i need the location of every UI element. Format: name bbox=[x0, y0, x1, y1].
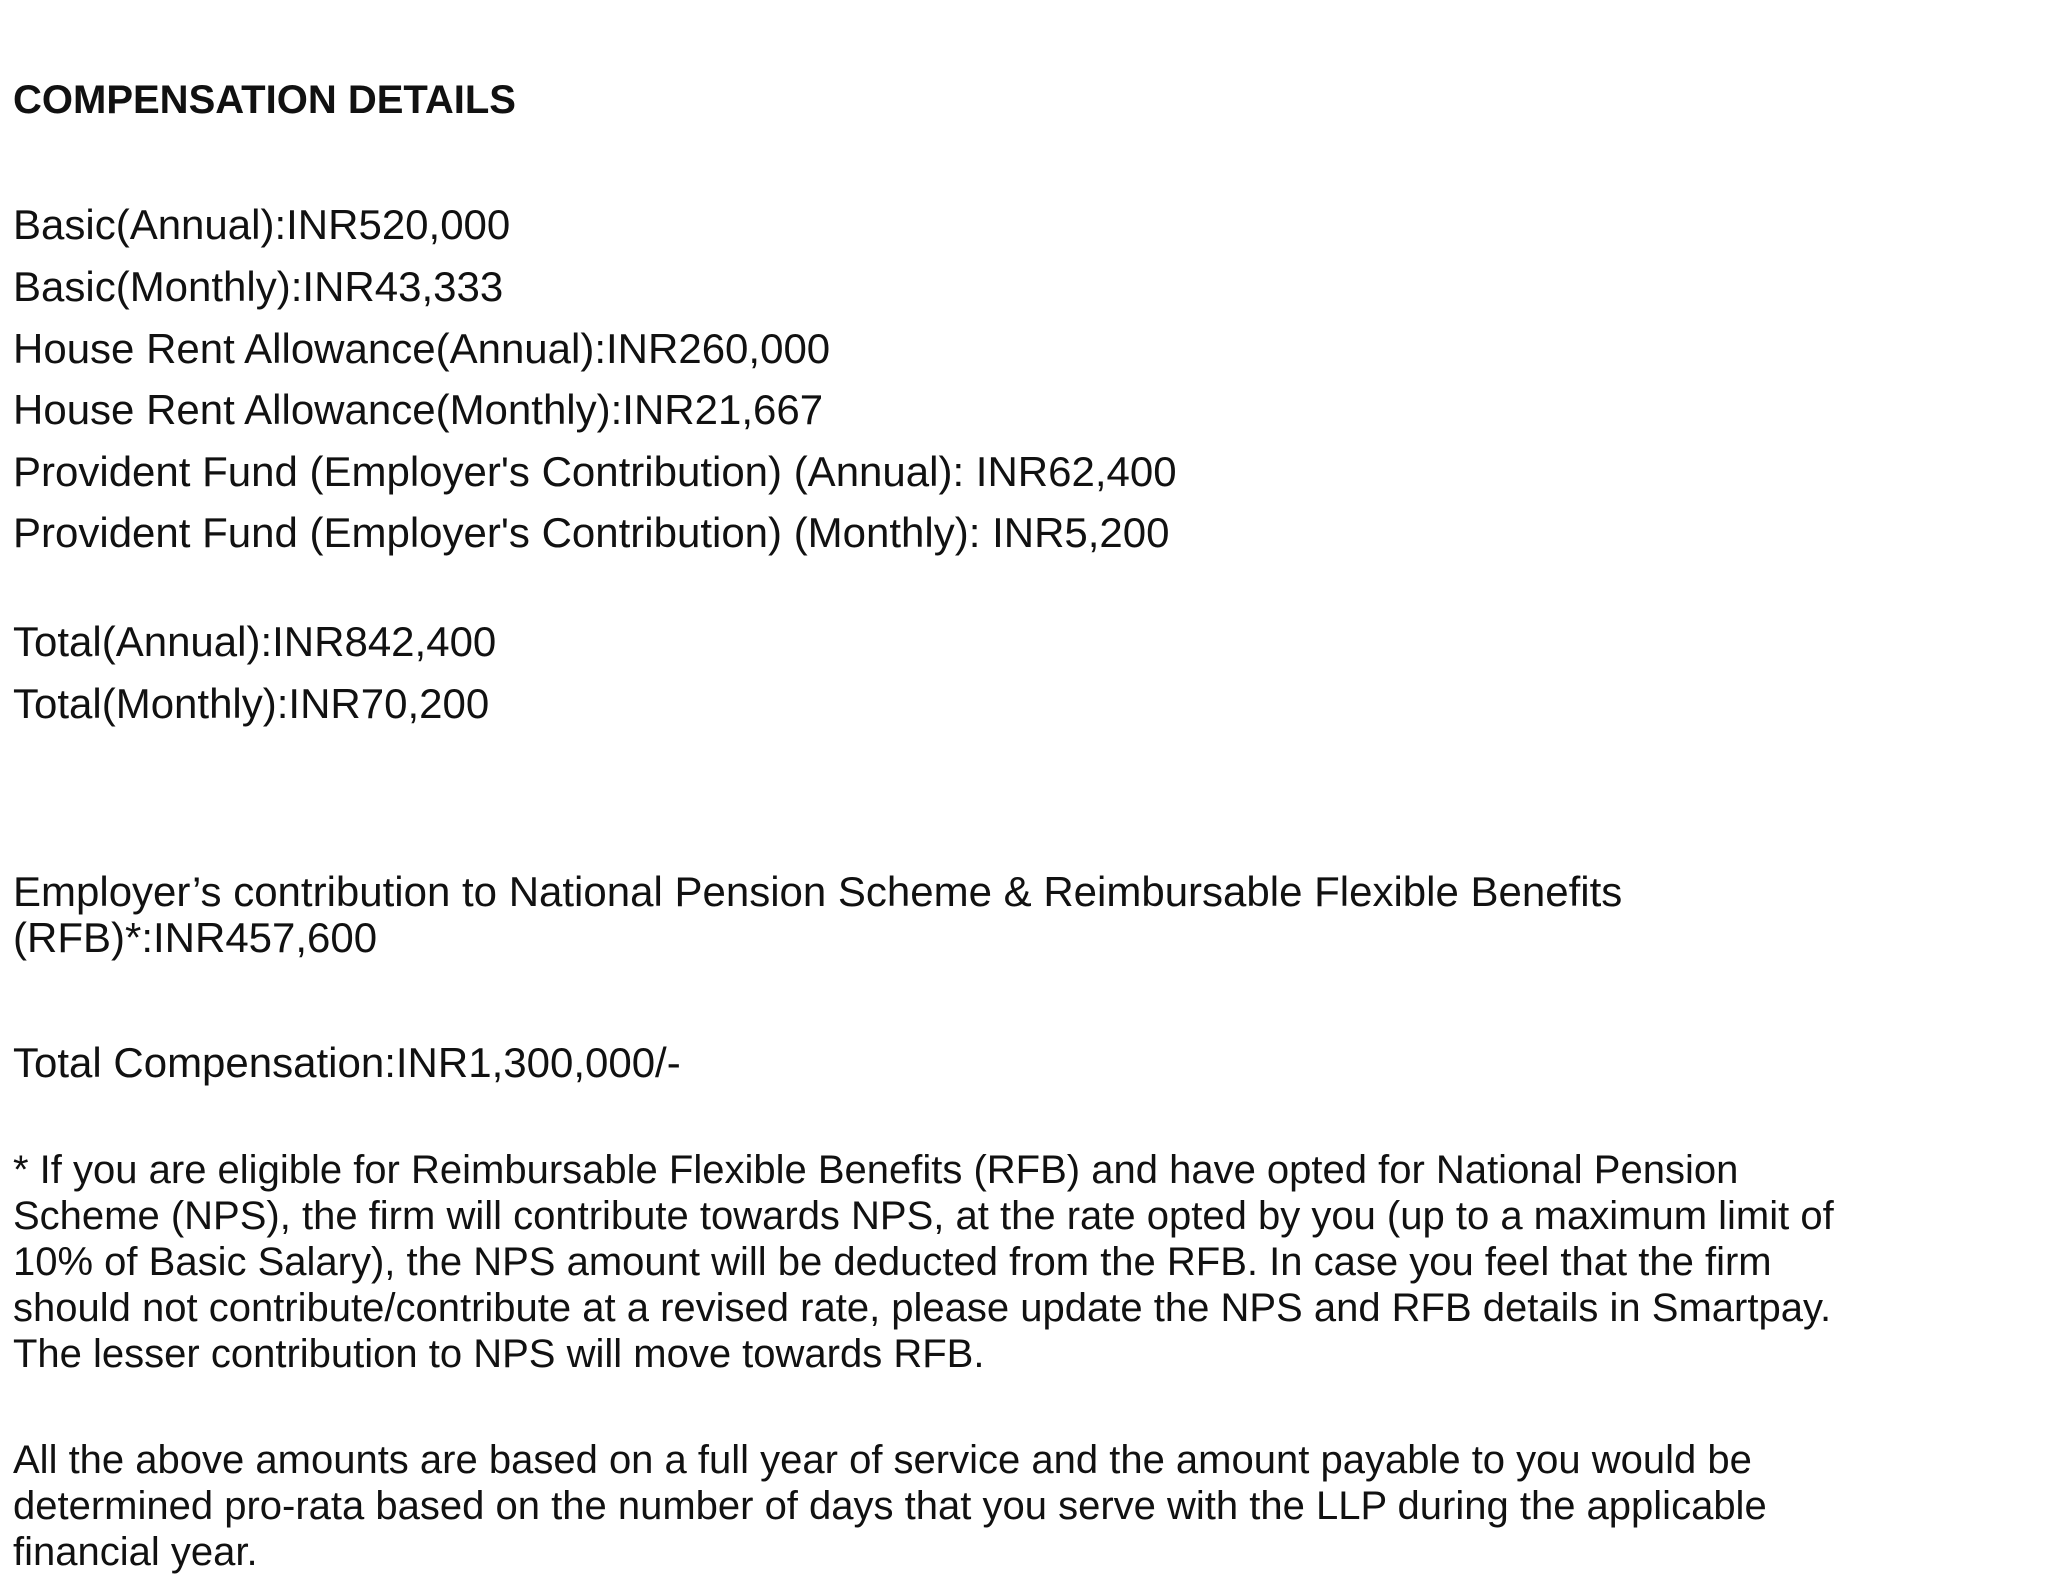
hra-monthly-line: House Rent Allowance(Monthly):INR21,667 bbox=[13, 386, 824, 433]
nps-rfb-line-2: (RFB)*:INR457,600 bbox=[13, 914, 378, 961]
total-compensation-line: Total Compensation:INR1,300,000/- bbox=[13, 1039, 681, 1086]
total-annual-line: Total(Annual):INR842,400 bbox=[13, 618, 497, 665]
pf-monthly-line: Provident Fund (Employer's Contribution) (Monthly): INR5,200 bbox=[13, 509, 1170, 556]
nps-footnote: * If you are eligible for Reimbursable Flexible Benefits (RFB) and have opted for National Pension Scheme (NPS), the firm will contribute towards NPS, at the rate opted by you (up to a maximum limit of 10% of Basic Salary), the NPS amount will be deducted from the RFB. In case you feel that the firm should not contribute/contribute at a revised rate, please update the NPS and RFB details in Smartpay. The lesser contribution to NPS will move towards RFB. bbox=[13, 1148, 1834, 1376]
total-monthly-line: Total(Monthly):INR70,200 bbox=[13, 680, 490, 727]
nps-rfb-line-1: Employer’s contribution to National Pension Scheme & Reimbursable Flexible Benefits bbox=[13, 868, 1623, 915]
page-title: COMPENSATION DETAILS bbox=[13, 78, 516, 122]
hra-annual-line: House Rent Allowance(Annual):INR260,000 bbox=[13, 325, 831, 372]
pf-annual-line: Provident Fund (Employer's Contribution) (Annual): INR62,400 bbox=[13, 448, 1177, 495]
basic-annual-line: Basic(Annual):INR520,000 bbox=[13, 201, 511, 248]
basic-monthly-line: Basic(Monthly):INR43,333 bbox=[13, 263, 504, 310]
pro-rata-note: All the above amounts are based on a full year of service and the amount payable to you would be determined pro-rata based on the number of days that you serve with the LLP during the applicable financial year. bbox=[13, 1438, 1767, 1574]
